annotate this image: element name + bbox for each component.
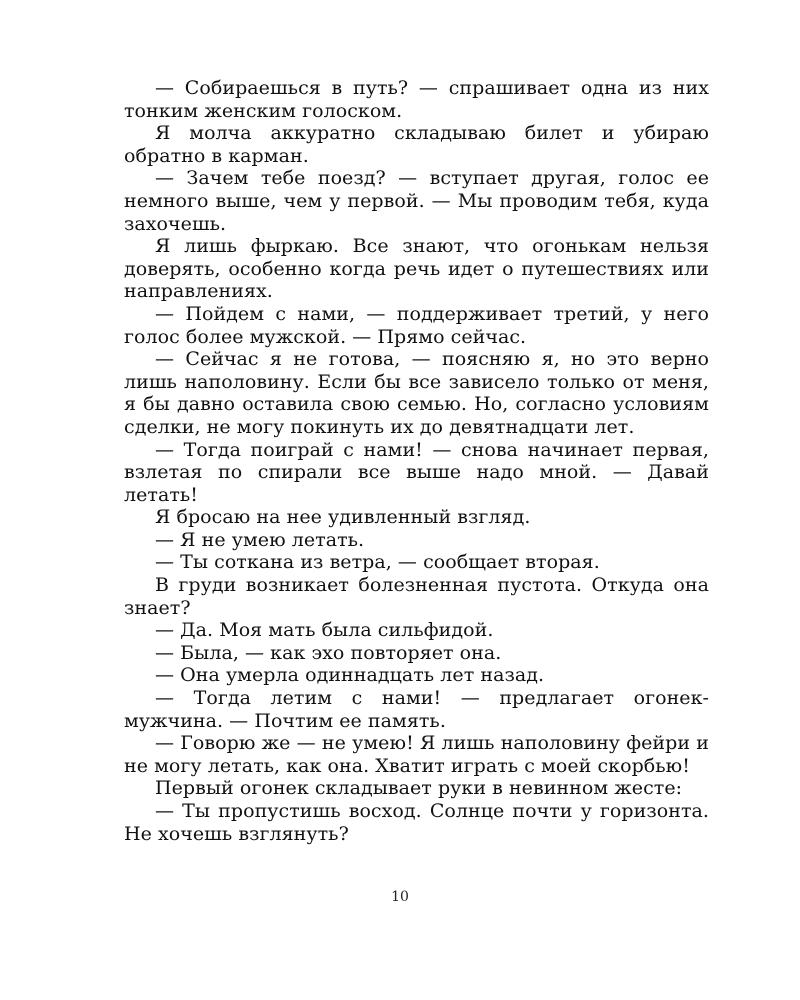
paragraph: Я бросаю на нее удивленный взгляд.: [155, 506, 531, 529]
paragraph: В груди возникает болезненная пустота. Откуда она знает?: [124, 574, 709, 619]
paragraph: — Была, — как эхо повторяет она.: [155, 641, 502, 664]
page-body: [124, 77, 709, 845]
paragraph: — Собираешься в путь? — спрашивает одна из них тонким женским голоском.: [124, 77, 709, 122]
paragraph: — Тогда летим с нами! — предлагает огонек-мужчина. — Почтим ее память.: [124, 687, 709, 732]
page-number: 10: [391, 889, 409, 905]
paragraph: — Зачем тебе поезд? — вступает другая, голос ее немного выше, чем у первой. — Мы проводим тебя, куда захочешь.: [124, 167, 709, 235]
paragraph: — Да. Моя мать была сильфидой.: [155, 619, 494, 642]
paragraph: — Ты пропустишь восход. Солнце почти у горизонта. Не хочешь взглянуть?: [124, 800, 709, 845]
paragraph: — Тогда поиграй с нами! — снова начинает первая, взлетая по спирали все выше надо мной. — Давай летать!: [124, 438, 709, 506]
paragraph: — Ты соткана из ветра, — сообщает вторая.: [155, 551, 600, 574]
paragraph: — Она умерла одиннадцать лет назад.: [155, 664, 545, 687]
paragraph: — Сейчас я не готова, — поясняю я, но это верно лишь наполовину. Если бы все зависело только от меня, я бы давно оставила свою семью. Но, согласно условиям сделки, не могу покинуть их до девятнадцати лет.: [124, 348, 709, 438]
paragraph: Первый огонек складывает руки в невинном жесте:: [155, 777, 683, 800]
paragraph: — Я не умею летать.: [155, 528, 365, 551]
paragraph: Я лишь фыркаю. Все знают, что огонькам нельзя доверять, особенно когда речь идет о путешествиях или направлениях.: [124, 235, 709, 303]
paragraph: — Говорю же — не умею! Я лишь наполовину фейри и не могу летать, как она. Хватит играть с моей скорбью!: [124, 732, 709, 777]
paragraph: — Пойдем с нами, — поддерживает третий, у него голос более мужской. — Прямо сейчас.: [124, 302, 709, 348]
paragraph: Я молча аккуратно складываю билет и убираю обратно в карман.: [124, 122, 709, 167]
